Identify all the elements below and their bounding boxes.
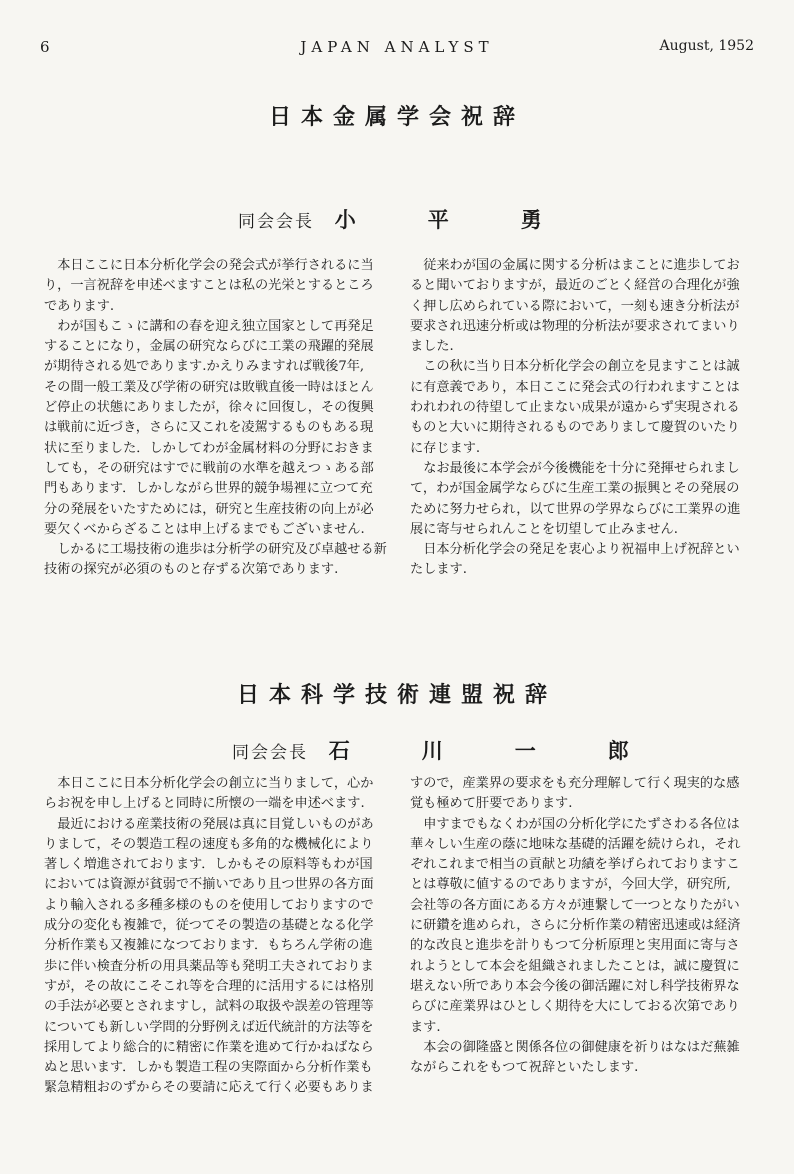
running-header	[40, 38, 754, 62]
text-line: 成分の変化も複雑で，従つてその製造の基礎となる化学	[44, 918, 374, 934]
byline-name	[335, 208, 614, 232]
text-line: ながらこれをもつて祝辞といたします.	[410, 1060, 639, 1076]
text-line: 分析作業も又複雑になつております．もちろん学術の進	[44, 938, 373, 954]
text-line: 従来わが国の金属に関する分析はまことに進歩してお	[423, 258, 740, 273]
byline-science-tech	[232, 735, 701, 765]
text-line: に研鑽を進められ，さらに分析作業の精密迅速或は経済	[410, 918, 741, 934]
text-line: 華々しい生産の蔭に地味な基礎的活躍を続けられ，それ	[410, 836, 741, 852]
text-line: ために努力せられ，以て世界の学界ならびに工業界の進	[410, 501, 741, 517]
name-char: 石	[328, 738, 350, 763]
text-line: 本会の御隆盛と関係各位の御健康を祈りはなはだ蕪雑	[423, 1039, 740, 1055]
text-line: この秋に当り日本分析化学会の創立を見ますことは誠	[423, 359, 740, 375]
issue-date: August, 1952	[659, 38, 754, 54]
text-line: り，一言祝辞を申述べますことは私の光栄とするところ	[44, 278, 374, 294]
text-line: とは尊敬に値するのでありますが，今回大学，研究所,	[410, 877, 731, 893]
text-line: に存じます.	[410, 440, 481, 456]
name-char: 小	[334, 207, 356, 232]
text-line: ぬと思います．しかも製造工程の実際面から分析作業も	[44, 1060, 373, 1076]
text-line: その間一般工業及び学術の研究は敗戦直後一時はほとん	[44, 379, 374, 395]
section-title-metals: 日本金属学会祝辞	[268, 104, 525, 130]
text-line: 覚も極めて肝要であります.	[410, 796, 573, 812]
text-line: たします.	[410, 562, 467, 578]
text-line: 状に至りました．しかしてわが金属材料の分野におきま	[44, 440, 374, 456]
byline-role: 同会会長	[232, 743, 308, 763]
text-line: わが国もこゝに講和の春を迎え独立国家として再発足	[57, 318, 374, 334]
text-line: の手法が必要とされますし，試料の取扱や誤差の管理等	[44, 999, 374, 1015]
text-line: しても，その研究はすでに戦前の水準を越えつゝある部	[44, 460, 374, 476]
text-line: ど停止の状態にありましたが，徐々に回復し，その復興	[44, 400, 374, 416]
text-line: 採用してより総合的に精密に作業を進めて行かねばなら	[44, 1039, 374, 1055]
text-line: く押し広められている際において，一刻も速き分析法が	[410, 298, 740, 314]
byline-name	[329, 739, 701, 763]
text-line: 堪えない所であり本会今後の御活躍に対し科学技術界な	[410, 978, 740, 994]
text-line: われわれの待望して止まない成果が遠からず実現される	[410, 400, 740, 416]
column-left-metals	[44, 256, 387, 581]
text-line: 門もあります．しかしながら世界的競争場裡に立つて充	[44, 481, 373, 497]
text-line: することになり，金属の研究ならびに工業の飛躍的発展	[44, 339, 374, 355]
page-number: 6	[40, 38, 50, 56]
text-line: なお最後に本学会が今後機能を十分に発揮せられまし	[423, 460, 740, 476]
text-line: 著しく増進されております．しかもその原料等もわが国	[44, 857, 373, 873]
text-line: すが，その故にこそこれ等を合理的に活用するには格別	[44, 978, 374, 994]
text-line: 技術の探究が必須のものと存ずる次第であります.	[44, 562, 339, 578]
text-line: であります.	[44, 298, 115, 314]
text-line: 最近における産業技術の発展は真に目覚しいものがあ	[57, 816, 374, 832]
text-line: 歩に伴い検査分析の用具薬品等も発明工夫されておりま	[44, 958, 374, 974]
text-line: 本日ここに日本分析化学会の創立に当りまして，心か	[57, 776, 374, 791]
text-line: らお祝を申し上げると同時に所懐の一端を申述べます.	[44, 796, 365, 812]
text-line: ものと大いに期待されるものでありまして慶賀のいたり	[410, 420, 740, 436]
text-line: 申すまでもなくわが国の分析化学にたずさわる各位は	[423, 816, 740, 832]
text-line: 分の発展をいたすためには，研究と生産技術の向上が必	[44, 501, 374, 517]
text-line: ました.	[410, 339, 454, 355]
text-line: 日本分析化学会の発足を衷心より祝福申上げ祝辞とい	[423, 542, 740, 558]
name-char: 平	[427, 207, 449, 232]
journal-title: JAPAN ANALYST	[300, 38, 494, 56]
text-line: 要欠くべからざることは申上げるまでもございません.	[44, 521, 365, 537]
name-char: 一	[514, 738, 536, 763]
byline-metals	[238, 204, 614, 234]
text-line: においては資源が貧弱で不揃いであり且つ世界の各方面	[44, 877, 374, 893]
name-char: 郎	[607, 738, 629, 763]
text-line: 緊急精粗おのずからその要請に応えて行く必要もありま	[44, 1080, 374, 1096]
column-left-science-tech	[44, 774, 374, 1099]
text-line: ると聞いておりますが，最近のごとく経営の合理化が強	[410, 278, 740, 294]
name-char: 勇	[520, 207, 542, 232]
text-line: についても新しい学問的分野例えば近代統計的方法等を	[44, 1019, 374, 1035]
text-line: て，わが国金属学ならびに生産工業の振興とその発展の	[410, 481, 740, 497]
text-line: は戦前に近づき，さらに又これを凌駕するものもある現	[44, 420, 374, 436]
text-line: が期待される処であります.かえりみますれば戦後7年,	[44, 359, 365, 375]
text-line: より輸入される多種多様のものを使用しておりますので	[44, 897, 374, 913]
text-line: 要求され迅速分析或は物理的分析法が要求されてまいり	[410, 318, 740, 334]
text-line: らびに産業界はひとしく期待を大にしておる次第であり	[410, 999, 740, 1015]
column-right-metals	[410, 256, 740, 581]
text-line: りまして，その製造工程の速度も多角的な機械化により	[44, 836, 374, 852]
text-line: ます.	[410, 1019, 441, 1035]
text-line: ぞれこれまで相当の貢献と功績を挙げられておりますこ	[410, 857, 740, 873]
text-line: すので，産業界の要求をも充分理解して行く現実的な感	[410, 776, 740, 791]
text-line: れようとして本会を組織されましたことは，誠に慶賀に	[410, 958, 740, 974]
section-title-science-tech: 日本科学技術連盟祝辞	[236, 682, 557, 708]
name-char: 川	[421, 738, 443, 763]
text-line: 本日ここに日本分析化学会の発会式が挙行されるに当	[57, 258, 374, 273]
byline-role: 同会会長	[238, 212, 314, 232]
text-line: に有意義であり，本日ここに発会式の行われますことは	[410, 379, 740, 395]
text-line: 展に寄与せられんことを切望して止みません.	[410, 521, 678, 537]
text-line: しかるに工場技術の進歩は分析学の研究及び卓越せる新	[57, 542, 387, 558]
text-line: 会社等の各方面にある方々が連繋して一つとなりたがい	[410, 897, 740, 913]
text-line: 的な改良と進歩を計りもつて分析原理と実用面に寄与さ	[410, 938, 740, 954]
column-right-science-tech	[410, 774, 740, 1078]
